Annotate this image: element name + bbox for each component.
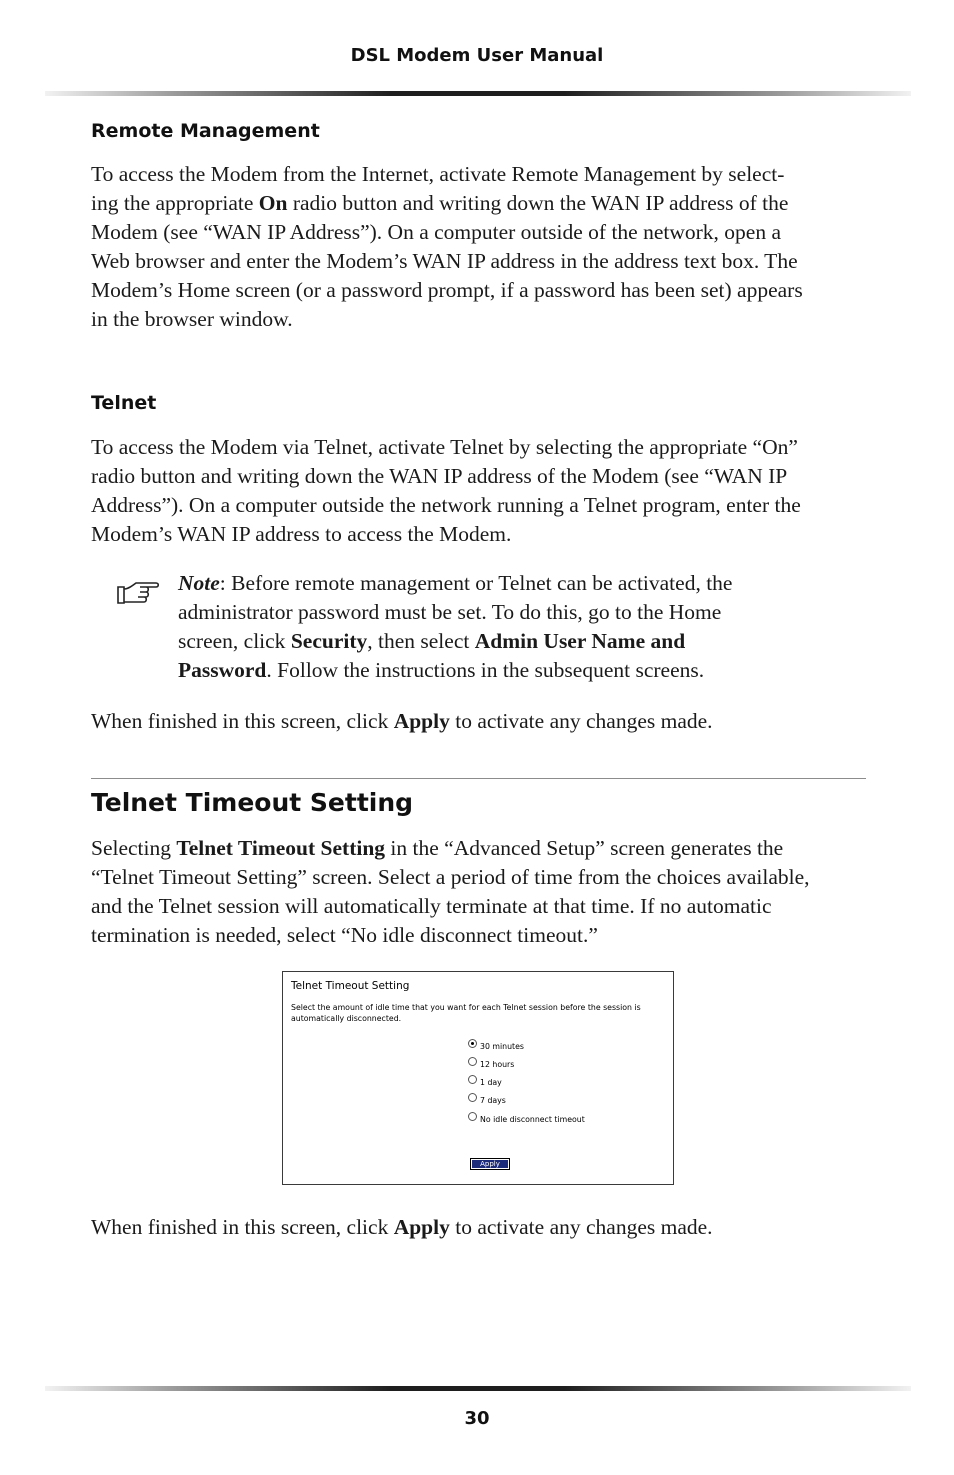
running-header: DSL Modem User Manual: [350, 45, 604, 66]
bold-run: Apply: [393, 1215, 450, 1239]
text-line: To access the Modem via Telnet, activate Telnet by selecting the appropriate “On”: [91, 435, 798, 459]
screenshot-description: Select the amount of idle time that you want for each Telnet session before the session is automatically disconnected.: [291, 1003, 641, 1023]
text-run: ing the appropriate: [91, 191, 259, 215]
radio-selected-icon[interactable]: [468, 1039, 477, 1048]
text-line: termination is needed, select “No idle disconnect timeout.”: [91, 923, 598, 947]
remote-management-paragraph: [91, 160, 866, 334]
timeout-option-no-idle[interactable]: [468, 1115, 585, 1124]
radio-icon[interactable]: [468, 1112, 477, 1121]
radio-icon[interactable]: [468, 1093, 477, 1102]
text-line: “Telnet Timeout Setting” screen. Select a period of time from the choices available,: [91, 865, 810, 889]
text-line: Modem’s WAN IP address to access the Modem.: [91, 522, 512, 546]
text-line: To access the Modem from the Internet, activate Remote Management by select-: [91, 162, 785, 186]
text-run: to activate any changes made.: [449, 709, 713, 733]
text-run: , then select: [367, 629, 475, 653]
telnet-timeout-heading: Telnet Timeout Setting: [91, 788, 414, 817]
finish-paragraph: [91, 707, 866, 736]
apply-button[interactable]: [470, 1158, 510, 1170]
telnet-paragraph: [91, 433, 866, 549]
bold-run: Security: [290, 629, 368, 653]
header-rule: [45, 91, 911, 96]
text-line: [178, 656, 838, 685]
text-line: [178, 627, 838, 656]
text-line: [91, 189, 866, 218]
text-run: When finished in this screen, click: [91, 1215, 394, 1239]
telnet-timeout-paragraph: [91, 834, 866, 950]
timeout-option-1-day[interactable]: [468, 1078, 502, 1087]
timeout-option-7-days[interactable]: [468, 1096, 506, 1105]
note-label: Note: [178, 571, 220, 595]
text-run: to activate any changes made.: [449, 1215, 713, 1239]
text-line: in the browser window.: [91, 307, 293, 331]
bold-run: Password: [178, 658, 267, 682]
text-line: Modem’s Home screen (or a password prompt, if a password has been set) appears: [91, 278, 803, 302]
timeout-option-30-minutes[interactable]: [468, 1042, 524, 1051]
radio-icon[interactable]: [468, 1075, 477, 1084]
text-line: Address”). On a computer outside the network running a Telnet program, enter the: [91, 493, 801, 517]
radio-icon[interactable]: [468, 1057, 477, 1066]
pointing-hand-icon: [116, 577, 162, 607]
text-run: radio button and writing down the WAN IP address of the: [287, 191, 789, 215]
footer-rule: [45, 1386, 911, 1391]
bold-run: Admin User Name and: [474, 629, 686, 653]
text-run: screen, click: [178, 629, 291, 653]
timeout-option-12-hours[interactable]: [468, 1060, 514, 1069]
note-paragraph: [178, 569, 838, 685]
apply-button-label: Apply: [472, 1160, 508, 1168]
text-run: . Follow the instructions in the subsequent screens.: [266, 658, 705, 682]
remote-management-heading: Remote Management: [91, 120, 320, 142]
text-line: administrator password must be set. To do this, go to the Home: [178, 600, 722, 624]
section-divider: [91, 778, 866, 779]
option-label: 1 day: [480, 1078, 502, 1087]
text-run: in the “Advanced Setup” screen generates the: [385, 836, 784, 860]
page-number: 30: [464, 1408, 490, 1429]
text-line: radio button and writing down the WAN IP address of the Modem (see “WAN IP: [91, 464, 788, 488]
text-line: [91, 834, 866, 863]
text-line: Web browser and enter the Modem’s WAN IP address in the address text box. The: [91, 249, 798, 273]
text-run: When finished in this screen, click: [91, 709, 394, 733]
bold-run: Telnet Timeout Setting: [176, 836, 386, 860]
telnet-heading: Telnet: [91, 392, 157, 414]
option-label: 7 days: [480, 1096, 506, 1105]
text-line: Modem (see “WAN IP Address”). On a computer outside of the network, open a: [91, 220, 782, 244]
option-label: No idle disconnect timeout: [480, 1115, 585, 1124]
bold-run: On: [258, 191, 288, 215]
text-line: [178, 569, 838, 598]
screenshot-title: Telnet Timeout Setting: [291, 980, 410, 992]
text-run: Selecting: [91, 836, 177, 860]
telnet-timeout-screenshot: [282, 971, 674, 1185]
bold-run: Apply: [393, 709, 450, 733]
text-line: and the Telnet session will automatically terminate at that time. If no automatic: [91, 894, 772, 918]
text-run: : Before remote management or Telnet can be activated, the: [219, 571, 733, 595]
finish-paragraph-2: [91, 1213, 866, 1242]
option-label: 30 minutes: [480, 1042, 524, 1051]
option-label: 12 hours: [480, 1060, 515, 1069]
